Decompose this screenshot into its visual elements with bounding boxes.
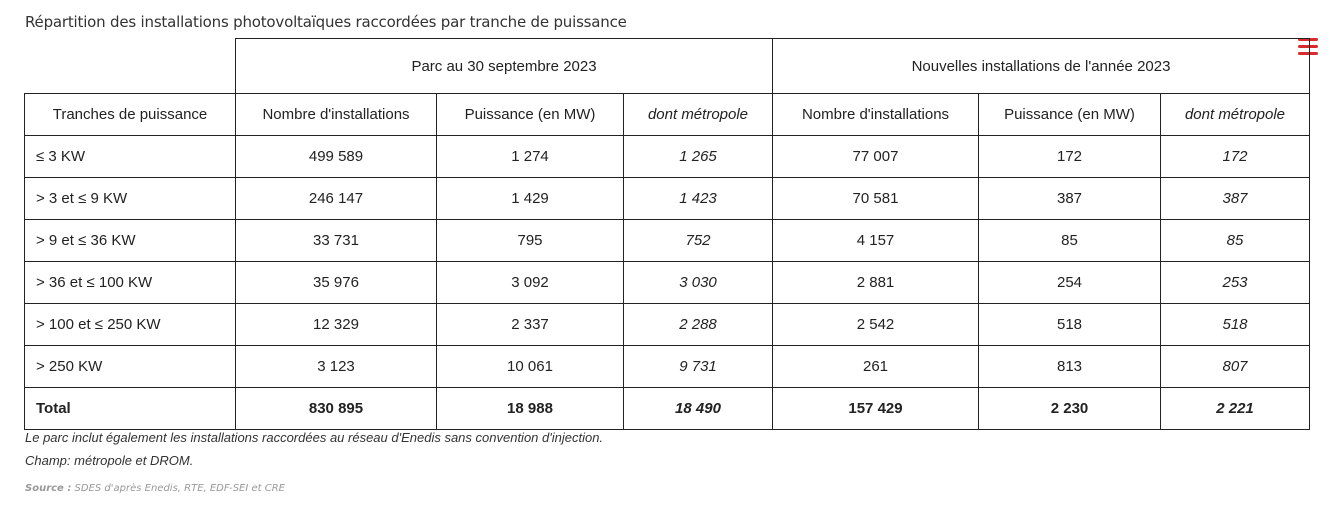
- data-cell: 254: [979, 262, 1161, 304]
- data-cell: 253: [1161, 262, 1310, 304]
- data-cell: 77 007: [773, 136, 979, 178]
- data-cell: 2 337: [437, 304, 624, 346]
- data-cell: 518: [1161, 304, 1310, 346]
- data-cell: 35 976: [236, 262, 437, 304]
- group-header-nouvelles: Nouvelles installations de l'année 2023: [773, 39, 1310, 94]
- data-cell: 172: [979, 136, 1161, 178]
- data-cell: 3 092: [437, 262, 624, 304]
- data-cell: 518: [979, 304, 1161, 346]
- data-cell: 752: [624, 220, 773, 262]
- data-cell: 3 123: [236, 346, 437, 388]
- data-cell: 1 265: [624, 136, 773, 178]
- data-cell: 1 274: [437, 136, 624, 178]
- data-cell: 4 157: [773, 220, 979, 262]
- data-cell: 10 061: [437, 346, 624, 388]
- col-header-nombre: Nombre d'installations: [236, 94, 437, 136]
- data-cell: 830 895: [236, 388, 437, 430]
- table-row: [25, 136, 1310, 178]
- row-label-cell: > 9 et ≤ 36 KW: [25, 220, 236, 262]
- row-label-cell: > 250 KW: [25, 346, 236, 388]
- row-label-cell: Total: [25, 388, 236, 430]
- col-header-puissance: Puissance (en MW): [437, 94, 624, 136]
- data-cell: 261: [773, 346, 979, 388]
- table-row: [25, 304, 1310, 346]
- col-header-nombre-nouvelles: Nombre d'installations: [773, 94, 979, 136]
- data-cell: 2 221: [1161, 388, 1310, 430]
- table-title: Répartition des installations photovoltaïques raccordées par tranche de puissance: [25, 13, 627, 31]
- data-cell: 387: [979, 178, 1161, 220]
- table-row: [25, 220, 1310, 262]
- row-label-cell: > 100 et ≤ 250 KW: [25, 304, 236, 346]
- table-row: [25, 262, 1310, 304]
- data-cell: 1 429: [437, 178, 624, 220]
- data-cell: 2 230: [979, 388, 1161, 430]
- data-table: [24, 38, 1310, 430]
- col-header-metropole-nouvelles: dont métropole: [1161, 94, 1310, 136]
- data-cell: 387: [1161, 178, 1310, 220]
- data-cell: 85: [979, 220, 1161, 262]
- data-cell: 499 589: [236, 136, 437, 178]
- col-header-puissance-nouvelles: Puissance (en MW): [979, 94, 1161, 136]
- data-cell: 813: [979, 346, 1161, 388]
- data-cell: 157 429: [773, 388, 979, 430]
- data-cell: 70 581: [773, 178, 979, 220]
- data-cell: 2 288: [624, 304, 773, 346]
- data-cell: 2 542: [773, 304, 979, 346]
- data-cell: 3 030: [624, 262, 773, 304]
- data-cell: 18 490: [624, 388, 773, 430]
- row-label-cell: > 3 et ≤ 9 KW: [25, 178, 236, 220]
- data-cell: 172: [1161, 136, 1310, 178]
- group-header-parc: Parc au 30 septembre 2023: [236, 39, 773, 94]
- source-line: [25, 483, 285, 494]
- note-line-1: Le parc inclut également les installations raccordées au réseau d'Enedis sans convention d'injection.: [25, 430, 604, 445]
- table-row: [25, 388, 1310, 430]
- source-text: SDES d'après Enedis, RTE, EDF-SEI et CRE: [74, 483, 285, 494]
- data-cell: 807: [1161, 346, 1310, 388]
- blank-header-cell: [25, 39, 236, 94]
- data-cell: 18 988: [437, 388, 624, 430]
- col-header-metropole: dont métropole: [624, 94, 773, 136]
- row-label-cell: > 36 et ≤ 100 KW: [25, 262, 236, 304]
- source-label: Source :: [25, 483, 72, 494]
- notes: [25, 430, 603, 476]
- data-cell: 9 731: [624, 346, 773, 388]
- data-cell: 795: [437, 220, 624, 262]
- note-line-2: Champ: métropole et DROM.: [25, 453, 194, 468]
- table-row: [25, 178, 1310, 220]
- data-cell: 85: [1161, 220, 1310, 262]
- row-label-cell: ≤ 3 KW: [25, 136, 236, 178]
- data-cell: 12 329: [236, 304, 437, 346]
- col-header-tranches: Tranches de puissance: [25, 94, 236, 136]
- data-cell: 246 147: [236, 178, 437, 220]
- table-row: [25, 346, 1310, 388]
- data-cell: 1 423: [624, 178, 773, 220]
- data-cell: 33 731: [236, 220, 437, 262]
- data-cell: 2 881: [773, 262, 979, 304]
